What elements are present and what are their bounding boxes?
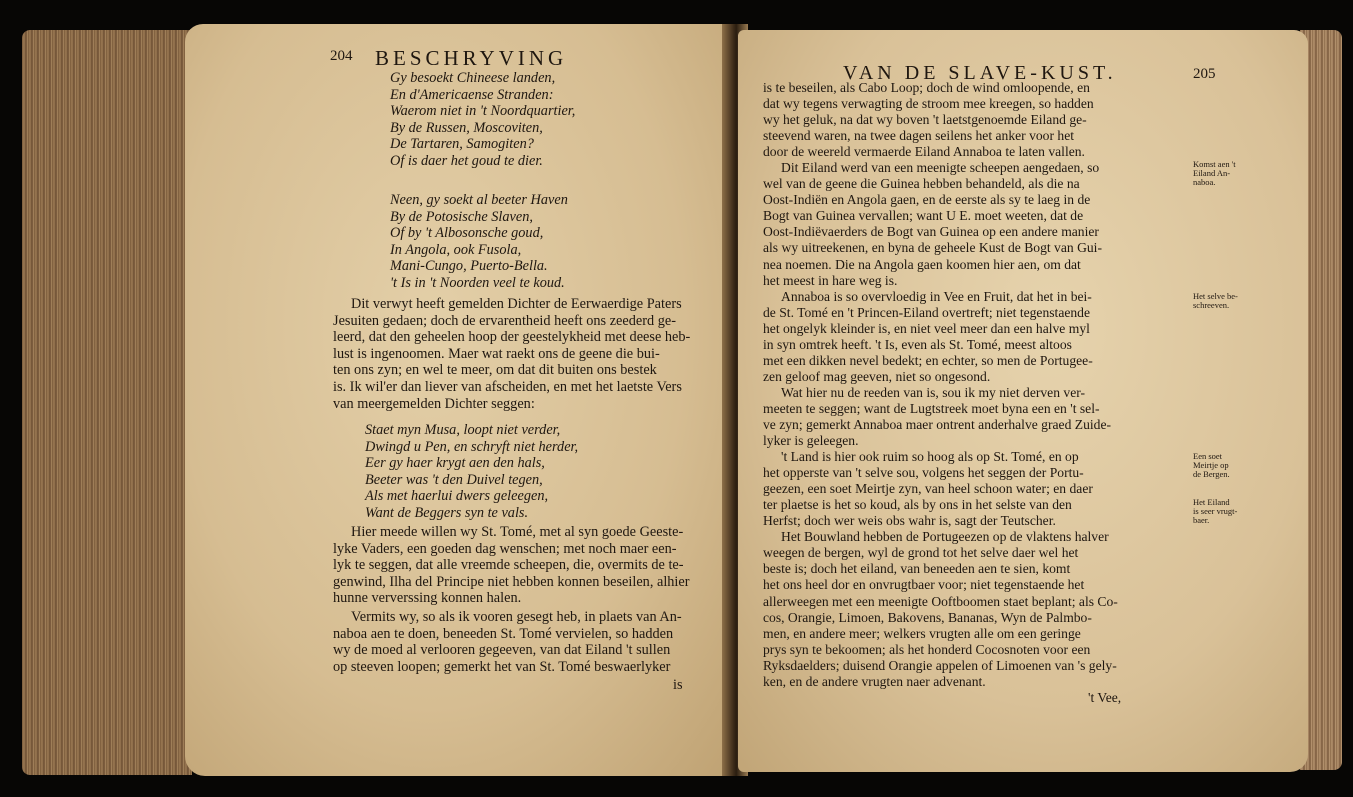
verse-line: Staet myn Musa, loopt niet verder, [365, 422, 561, 438]
verse-line: In Angola, ook Fusola, [390, 241, 522, 258]
text-line: genwind, Ilha del Principe niet hebben konnen beseilen, alhier [333, 573, 690, 590]
text-line: zen geloof mag geeven, niet so ongesond. [763, 368, 991, 384]
text-line: steevend waren, na twee dagen seilens het anker voor het [763, 128, 1075, 144]
text-line: Dit Eiland werd van een meenigte scheepen aengedaen, so [781, 160, 1100, 176]
text-line: wy het geluk, na dat wy boven 't laetstgenoemde Eiland ge- [763, 112, 1087, 128]
text-line: weegen de bergen, wyl de grond tot het selve daer wel het [763, 545, 1079, 561]
text-line: dat wy tegens verwagting de stroom mee kreegen, so hadden [763, 96, 1094, 112]
margin-note [1193, 498, 1237, 525]
text-line: het ons heel dor en onvrugtbaer voor; niet tegenstaende het [763, 577, 1085, 593]
verse-line: By de Russen, Moscoviten, [390, 119, 543, 136]
text-line: Bogt van Guinea vervallen; want U E. moet weeten, dat de [763, 208, 1084, 224]
text-line: op steeven loopen; gemerkt het van St. Tomé beswaerlyker [333, 658, 671, 675]
verse-line: Of is daer het goud te dier. [390, 152, 543, 169]
margin-note [1193, 160, 1236, 187]
text-line: als wy uitreekenen, en byna de geheele Kust de Bogt van Gui- [763, 240, 1102, 256]
text-line: het opperste van 't selve sou, volgens het seggen der Portu- [763, 465, 1084, 481]
verse-line: Of by 't Albosonsche goud, [390, 225, 544, 242]
verse-line: Dwingd u Pen, en schryft niet herder, [365, 438, 579, 455]
text-line: Het Bouwland hebben de Portugeezen op de vlaktens halver [781, 529, 1109, 545]
text-line: ter plaetse is het so koud, als by ons in het selste van den [763, 497, 1072, 513]
margin-note [1193, 292, 1238, 310]
paragraph-1 [333, 296, 723, 412]
page-number-left: 204 [330, 48, 353, 64]
book-edge-left [22, 30, 192, 775]
margin-note-line: Het selve be- [1193, 291, 1238, 301]
text-line: nea noemen. Die na Angola gaen koomen hier aen, om dat [763, 256, 1081, 272]
margin-note-line: de Bergen. [1193, 469, 1230, 479]
text-line: Hier meede willen wy St. Tomé, met al syn goede Geeste- [351, 524, 684, 540]
margin-note-line: Meirtje op [1193, 460, 1229, 470]
text-line: de St. Tomé en 't Princen-Eiland overtreft; niet tegenstaende [763, 304, 1091, 320]
text-line: in syn omtrek heeft. 't Is, even als St. Tomé, meest altoos [763, 336, 1072, 352]
text-line: ken, en de andere vrugten naer advenant. [763, 673, 986, 689]
text-line: Dit verwyt heeft gemelden Dichter de Eerwaerdige Paters [351, 296, 682, 312]
paragraph-2 [333, 524, 723, 607]
running-head-left: BESCHRYVING [375, 46, 568, 70]
text-line: Wat hier nu de reeden van is, sou ik my niet derven ver- [781, 384, 1086, 400]
right-body-text [763, 80, 1183, 690]
text-line: Oost-Indiëvaerders de Bogt van Guinea op een andere manier [763, 224, 1099, 240]
text-line: van meergemelden Dichter seggen: [333, 395, 535, 412]
margin-note-line: Komst aen 't [1193, 159, 1236, 169]
text-line: leerd, dat den geheelen hoop der geestelykheid met deese heb- [333, 329, 691, 346]
text-line: lyke Vaders, een goeden dag wenschen; met noch maer een- [333, 540, 677, 557]
text-line: Herfst; doch wer weis obs wahr is, sagt der Teutscher. [763, 513, 1056, 529]
text-line: wel van de geene die Guinea hebben behandeld, als die na [763, 176, 1080, 192]
verse-block-1 [390, 70, 575, 170]
text-line: is te beseilen, als Cabo Loop; doch de wind omloopende, en [763, 80, 1090, 95]
verse-line: By de Potosische Slaven, [390, 208, 533, 225]
margin-note-line: is seer vrugt- [1193, 506, 1238, 516]
text-line: cos, Orangie, Limoen, Bakovens, Bananas, Wyn de Palmbo- [763, 609, 1092, 625]
text-line: beste is; doch het eiland, van beneeden aen te sien, komt [763, 561, 1071, 577]
margin-note-line: Eiland An- [1193, 168, 1231, 178]
verse-line: Beeter was 't den Duivel tegen, [365, 471, 543, 488]
catchword-left: is [673, 677, 683, 693]
verse-line: Waerom niet in 't Noordquartier, [390, 103, 576, 120]
text-line: naboa aen te doen, beneeden St. Tomé vervielen, so hadden [333, 625, 674, 642]
text-line: ve zyn; gemerkt Annaboa maer ontrent anderhalve graed Zuide- [763, 416, 1112, 432]
margin-note [1193, 452, 1230, 479]
margin-note-line: Het Eiland [1193, 497, 1230, 507]
text-line: geezen, een soet Meirtje zyn, van heel schoon water; en daer [763, 481, 1093, 497]
verse-line: Want de Beggers syn te vals. [365, 504, 529, 521]
verse-line: Gy besoekt Chineese landen, [390, 70, 556, 86]
text-line: hunne ververssing konnen halen. [333, 590, 522, 607]
text-line: meeten te seggen; want de Lugtstreek moet byna een en 't sel- [763, 400, 1100, 416]
verse-block-3 [365, 422, 578, 522]
verse-line: De Tartaren, Samogiten? [390, 136, 534, 153]
margin-note-line: schreeven. [1193, 300, 1230, 310]
text-line: met een dikken nevel bedekt; en echter, so men de Portugee- [763, 352, 1093, 368]
text-line: lyker is geleegen. [763, 433, 859, 449]
text-line: is. Ik wil'er dan liever van afscheiden, en met het laetste Vers [333, 378, 682, 395]
text-line: door de weereld vermaerde Eiland Annaboa te laten vallen. [763, 144, 1085, 160]
text-line: allerweegen met een meenigte Ooftboomen staet beplant; als Co- [763, 593, 1118, 609]
paragraph-3 [333, 609, 723, 675]
text-line: Vermits wy, so als ik vooren gesegt heb, in plaets van An- [351, 609, 682, 625]
verse-line: Mani-Cungo, Puerto-Bella. [390, 258, 548, 275]
text-line: ten ons zyn; en wel te meer, om dat dit buiten ons bestek [333, 362, 657, 379]
running-head-right: VAN DE SLAVE-KUST. [843, 62, 1117, 84]
margin-note-line: naboa. [1193, 177, 1216, 187]
verse-block-2 [390, 192, 568, 292]
verse-line: 't Is in 't Noorden veel te koud. [390, 274, 565, 291]
text-line: Annaboa is so overvloedig in Vee en Fruit, dat het in bei- [781, 288, 1092, 304]
text-line: lyk te seggen, dat alle vreemde scheepen, die, overmits de te- [333, 557, 684, 574]
verse-line: Als met haerlui dwers geleegen, [365, 488, 549, 505]
left-page [185, 24, 730, 776]
text-line: Jesuiten gedaen; doch de ervarentheid heeft ons zeederd ge- [333, 312, 676, 329]
page-number-right: 205 [1193, 66, 1216, 82]
verse-line: En d'Americaense Stranden: [390, 86, 554, 103]
margin-note-line: baer. [1193, 515, 1210, 525]
verse-line: Neen, gy soekt al beeter Haven [390, 192, 568, 208]
text-line: Ryksdaelders; duisend Orangie appelen of Limoenen van 's gely- [763, 657, 1117, 673]
verse-line: Eer gy haer krygt aen den hals, [365, 455, 545, 472]
text-line: 't Land is hier ook ruim so hoog als op St. Tomé, en op [781, 449, 1079, 465]
right-page [738, 30, 1308, 772]
margin-note-line: Een soet [1193, 451, 1223, 461]
text-line: lust is ingenoomen. Maer wat raekt ons de geene die bui- [333, 345, 660, 362]
catchword-right: 't Vee, [1088, 690, 1122, 705]
text-line: het meest in hare weg is. [763, 272, 898, 288]
text-line: het ongelyk kleinder is, en niet veel meer dan een halve myl [763, 320, 1090, 336]
text-line: wy de moed al verlooren gegeeven, van dat Eiland 't sullen [333, 642, 671, 659]
text-line: prys syn te bekoomen; als het honderd Cocosnoten voor een [763, 641, 1091, 657]
text-line: Oost-Indiën en Angola gaen, en de eerste als sy te laeg in de [763, 192, 1091, 208]
text-line: men, en andere meer; welkers vrugten alle om een geringe [763, 625, 1081, 641]
